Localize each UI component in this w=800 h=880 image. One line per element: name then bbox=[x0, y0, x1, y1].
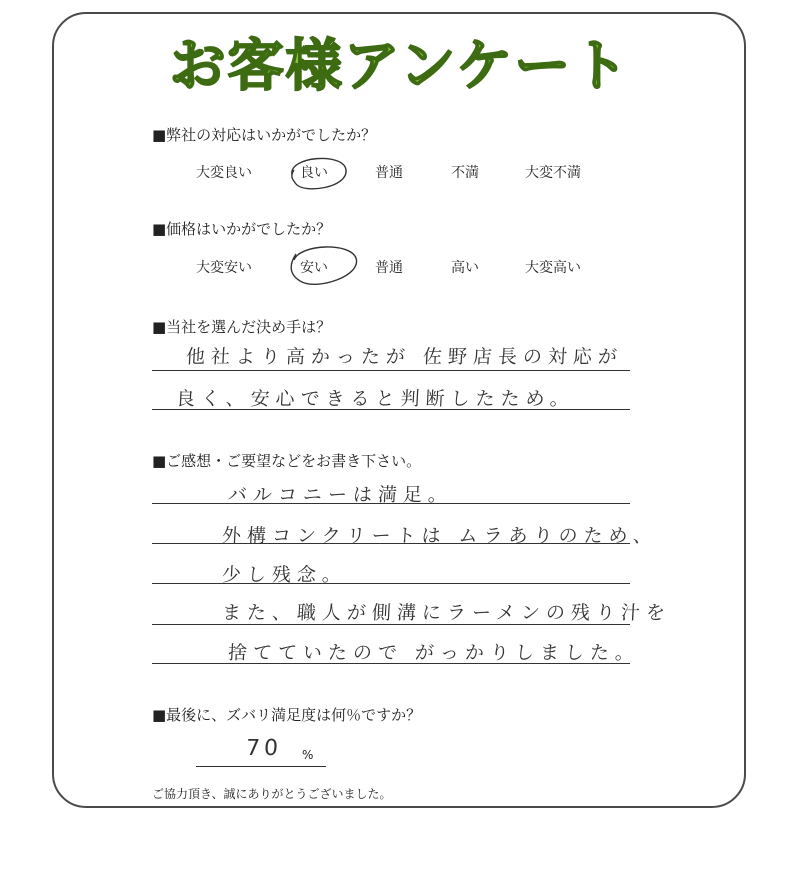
q2-option-5[interactable]: 大変高い bbox=[525, 260, 581, 276]
answer-rule bbox=[152, 624, 630, 625]
q3-answer-line-2: 良く、安心できると判断したため。 bbox=[175, 388, 576, 410]
question-2-label: ■価格はいかがでしたか？ bbox=[152, 220, 332, 238]
question-5-label: ■最後に、ズバリ満足度は何％ですか？ bbox=[152, 706, 422, 724]
answer-rule bbox=[152, 370, 630, 371]
q4-answer-line-3: 少し残念。 bbox=[221, 564, 348, 586]
question-3-label: ■当社を選んだ決め手は？ bbox=[152, 318, 332, 336]
answer-rule bbox=[152, 409, 630, 410]
answer-rule bbox=[152, 583, 630, 584]
q1-option-3[interactable]: 普通 bbox=[375, 165, 403, 181]
answer-rule bbox=[152, 663, 630, 664]
q4-answer-line-5: 捨てていたので がっかりしました。 bbox=[227, 642, 641, 664]
question-1-label: ■弊社の対応はいかがでしたか？ bbox=[152, 126, 377, 144]
q4-answer-line-2: 外構コンクリートは ムラありのため、 bbox=[221, 525, 659, 547]
q2-option-1[interactable]: 大変安い bbox=[196, 260, 252, 276]
answer-rule bbox=[152, 503, 630, 504]
q1-option-5[interactable]: 大変不満 bbox=[525, 165, 581, 181]
satisfaction-value: 70 bbox=[245, 736, 283, 761]
q4-answer-line-1: バルコニーは満足。 bbox=[227, 484, 454, 506]
satisfaction-unit: % bbox=[302, 748, 314, 762]
satisfaction-rule bbox=[196, 766, 326, 767]
q1-option-4[interactable]: 不満 bbox=[451, 165, 479, 181]
q3-answer-line-1: 他社より高かったが 佐野店長の対応が bbox=[185, 346, 624, 368]
survey-title: お客様アンケート bbox=[169, 34, 631, 99]
q1-selection-circle bbox=[284, 150, 354, 200]
q1-option-1[interactable]: 大変良い bbox=[196, 165, 252, 181]
q2-option-3[interactable]: 普通 bbox=[375, 260, 403, 276]
q2-option-2[interactable]: 安い bbox=[300, 260, 328, 276]
q2-selection-circle bbox=[284, 240, 364, 292]
footer-thanks: ご協力頂き、誠にありがとうございました。 bbox=[152, 787, 392, 801]
question-4-label: ■ご感想・ご要望などをお書き下さい。 bbox=[152, 452, 422, 470]
answer-rule bbox=[152, 543, 630, 544]
q1-option-2[interactable]: 良い bbox=[300, 165, 328, 181]
q2-option-4[interactable]: 高い bbox=[451, 260, 479, 276]
q4-answer-line-4: また、職人が側溝にラーメンの残り汁を bbox=[221, 602, 672, 624]
